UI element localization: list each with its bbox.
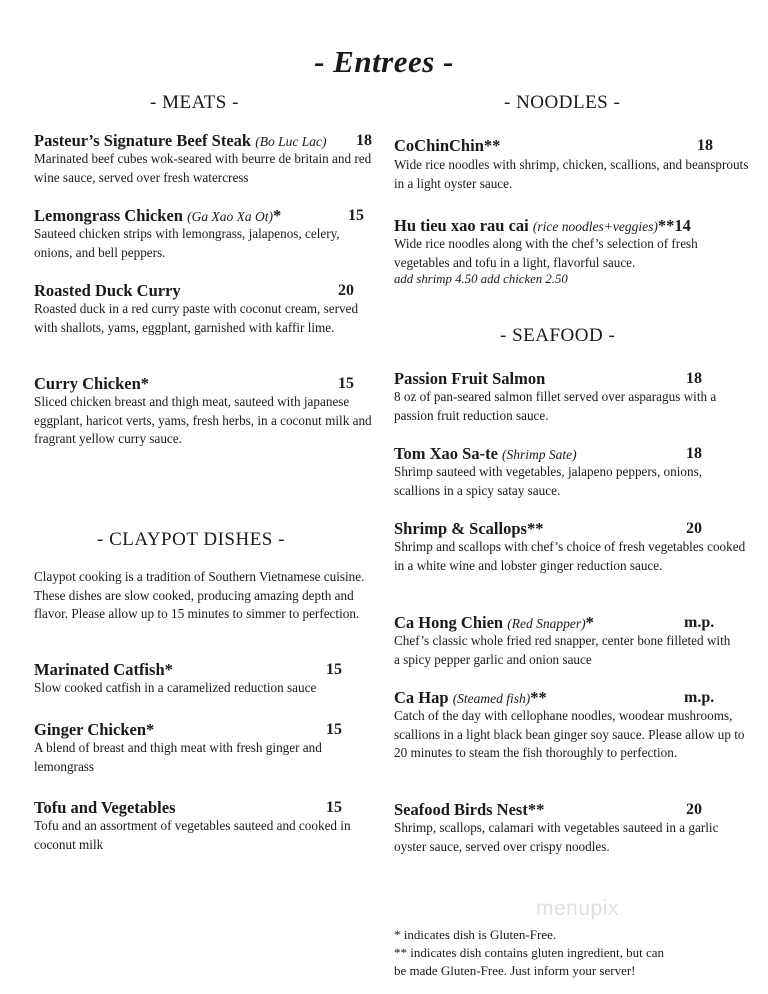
menu-item-name: Passion Fruit Salmon	[394, 369, 546, 388]
menu-item-name: Marinated Catfish*	[34, 660, 173, 679]
menu-item-name: Tom Xao Sa-te (Shrimp Sate)	[394, 444, 577, 463]
menu-item-price: 15	[326, 799, 342, 816]
menu-item-price: 18	[686, 445, 702, 462]
menu-item-description: 8 oz of pan-seared salmon fillet served over asparagus with a passion fruit reduction sauce.	[394, 389, 717, 423]
menu-item-name: Ca Hong Chien (Red Snapper)*	[394, 613, 594, 632]
menu-item-description: Sauteed chicken strips with lemongrass, jalapenos, celery, onions, and bell peppers.	[34, 226, 340, 260]
section-heading-noodles: - NOODLES -	[504, 92, 621, 113]
footnote: * indicates dish is Gluten-Free.	[394, 927, 557, 942]
menu-item-description: Tofu and an assortment of vegetables sauteed and cooked in coconut milk	[34, 818, 351, 852]
menu-item-description: Shrimp and scallops with chef’s choice of fresh vegetables cooked in a white wine and lobster ginger reduction sauce.	[394, 539, 746, 573]
menu-item-description: A blend of breast and thigh meat with fresh ginger and lemongrass	[34, 740, 322, 774]
section-heading-meats: - MEATS -	[150, 92, 239, 113]
menu-item-name: Roasted Duck Curry	[34, 281, 181, 300]
page-title: - Entrees -	[314, 44, 454, 79]
menu-item-description: Shrimp, scallops, calamari with vegetables sauteed in a garlic oyster sauce, served over crispy noodles.	[394, 820, 719, 854]
menu-item-description: Chef’s classic whole fried red snapper, center bone filleted with a spicy pepper garlic and onion sauce	[394, 633, 731, 667]
section-heading-claypot: - CLAYPOT DISHES -	[97, 529, 285, 550]
menu-item-price: 20	[338, 282, 354, 299]
menu-item-description: Catch of the day with cellophane noodles, woodear mushrooms, scallions in a light black bean ginger soy sauce. Please allow up to 20 minutes to steam the fish thoroughly to perfection.	[394, 708, 745, 760]
claypot-intro: Claypot cooking is a tradition of Southern Vietnamese cuisine. These dishes are slow cooked, producing amazing depth and flavor. Please allow up to 15 minutes to simmer to perfection.	[34, 569, 365, 621]
menu-item-description: Sliced chicken breast and thigh meat, sauteed with japanese eggplant, haricot verts, yams, fresh herbs, in a coconut milk and fragrant yellow curry sauce.	[34, 394, 372, 446]
menu-item-price: 15	[338, 375, 354, 392]
menu-item-name: Shrimp & Scallops**	[394, 519, 544, 538]
menu-item-price: 18	[697, 137, 713, 154]
section-heading-seafood: - SEAFOOD -	[500, 325, 616, 346]
menu-item-name: Pasteur’s Signature Beef Steak (Bo Luc Lac)	[34, 131, 327, 150]
menu-item-name: Hu tieu xao rau cai (rice noodles+veggies)**14	[394, 216, 691, 235]
menu-item-description: Marinated beef cubes wok-seared with beurre de britain and red wine sauce, served over fresh watercress	[34, 151, 372, 185]
menu-item-price: m.p.	[684, 689, 715, 706]
menu-item-description: Slow cooked catfish in a caramelized reduction sauce	[34, 680, 317, 695]
menu-item-price: 18	[686, 370, 702, 387]
menu-item-description: Shrimp sauteed with vegetables, jalapeno peppers, onions, scallions in a spicy satay sauce.	[394, 464, 703, 498]
menu-item-price: 15	[326, 661, 342, 678]
watermark-logo: menupix	[536, 897, 619, 920]
menu-item-price: 15	[326, 721, 342, 738]
menu-item-description: Roasted duck in a red curry paste with coconut cream, served with shallots, yams, eggplant, garnished with kaffir lime.	[34, 301, 359, 335]
menu-item-description: Wide rice noodles along with the chef’s selection of fresh vegetables and tofu in a light, flavorful sauce.	[394, 236, 698, 270]
menu-item-price: 15	[348, 207, 364, 224]
menu-item-description: Wide rice noodles with shrimp, chicken, scallions, and beansprouts in a light oyster sauce.	[394, 157, 749, 191]
add-on-note: add shrimp 4.50 add chicken 2.50	[394, 272, 568, 286]
menu-item-name: Curry Chicken*	[34, 374, 150, 393]
menu-item-price: 18	[356, 132, 372, 149]
footnote: be made Gluten-Free. Just inform your server!	[394, 963, 636, 978]
menu-item-name: Ginger Chicken*	[34, 720, 155, 739]
menu-item-price: 20	[686, 801, 702, 818]
menu-item-name: CoChinChin**	[394, 136, 501, 155]
menu-item-price: m.p.	[684, 614, 715, 631]
menu-item-name: Lemongrass Chicken (Ga Xao Xa Ot)*	[34, 206, 282, 225]
menu-item-name: Ca Hap (Steamed fish)**	[394, 688, 547, 707]
menu-item-name: Tofu and Vegetables	[34, 798, 176, 817]
menu-item-name: Seafood Birds Nest**	[394, 800, 545, 819]
footnote: ** indicates dish contains gluten ingredient, but can	[394, 945, 665, 960]
menu-item-price: 20	[686, 520, 702, 537]
